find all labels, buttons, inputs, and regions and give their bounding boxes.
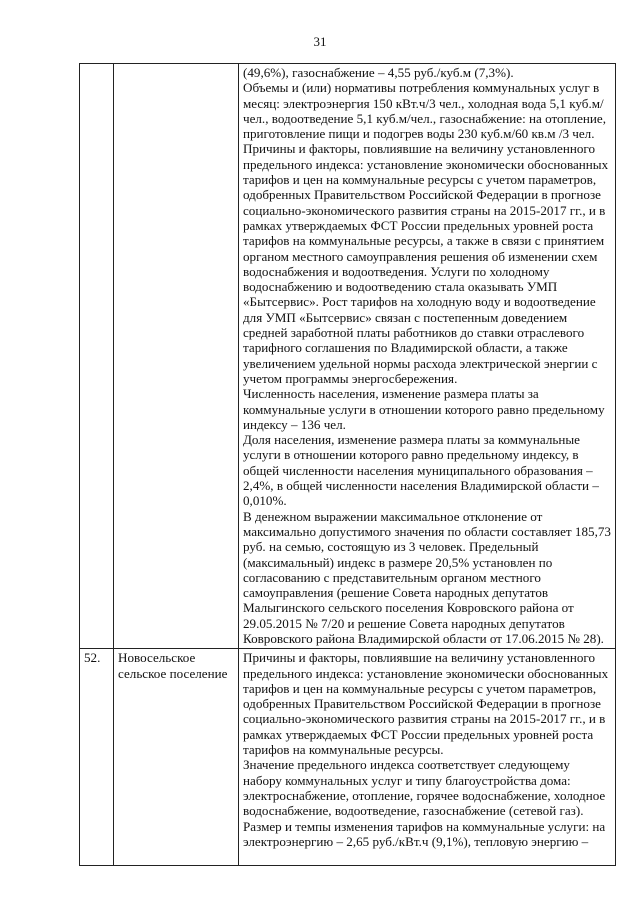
description-cell bbox=[239, 649, 616, 866]
table-row bbox=[80, 64, 616, 649]
paragraph: Объемы и (или) нормативы потребления коммунальных услуг в месяц: электроэнергия 150 кВт.ч/3 чел., холодная вода 5,1 куб.м/чел., водоотведение 5,1 куб.м/чел., газоснабжение: на отопление, приготовление пищи и подогрев воды 230 куб.м/60 кв.м /3 чел. bbox=[243, 80, 606, 142]
settlement-name-cell bbox=[114, 64, 239, 649]
paragraph: Размер и темпы изменения тарифов на коммунальные услуги: на электроэнергию – 2,65 руб./кВт.ч (9,1%), тепловую энергию – bbox=[243, 818, 606, 849]
paragraph: (49,6%), газоснабжение – 4,55 руб./куб.м (7,3%). bbox=[243, 65, 514, 80]
paragraph: Причины и факторы, повлиявшие на величину установленного предельного индекса: установление экономически обоснованных тарифов и цен на коммунальные ресурсы с учетом параметров, одобренных Правительством Российской Федерации в прогнозе социально-экономического развития страны на 2015-2017 гг., и в рамках утверждаемых ФСТ России предельных уровней роста тарифов на коммунальные ресурсы, а также в связи с принятием органом местного самоуправления решения об изменении схем водоснабжения и водоотведения. Услуги по холодному водоснабжению и водоотведению стала оказывать УМП «Бытсервис». Рост тарифов на холодную воду и водоотведение для УМП «Бытсервис» связан с постепенным доведением средней заработной платы работников до ставки отраслевого тарифного соглашения по Владимирской области, а также увеличением удельной нормы расхода электрической энергии с учетом программы энергосбережения. bbox=[243, 141, 609, 386]
settlements-table bbox=[79, 63, 616, 866]
paragraph: В денежном выражении максимальное отклонение от максимально допустимого значения по области составляет 185,73 руб. на семью, состоящую из 3 человек. Предельный (максимальный) индекс в размере 20,5% установлен по согласованию с представительным органом местного самоуправления (решение Совета народных депутатов Малыгинского сельского поселения Ковровского района от 29.05.2015 № 7/20 и решение Совета народных депутатов Ковровского района Владимирской области от 17.06.2015 № 28). bbox=[243, 508, 611, 646]
paragraph: Причины и факторы, повлиявшие на величину установленного предельного индекса: установление экономически обоснованных тарифов и цен на коммунальные ресурсы с учетом параметров, одобренных Правительством Российской Федерации в прогнозе социально-экономического развития страны на 2015-2017 гг., и в рамках утверждаемых ФСТ России предельных уровней роста тарифов на коммунальные ресурсы. bbox=[243, 650, 609, 758]
paragraph: Численность населения, изменение размера платы за коммунальные услуги в отношении которого равно предельному индексу – 136 чел. bbox=[243, 386, 605, 432]
description-cell bbox=[239, 64, 616, 649]
row-number-cell: 52. bbox=[80, 649, 114, 866]
settlement-name-cell: Новосельское сельское поселение bbox=[114, 649, 239, 866]
paragraph: Значение предельного индекса соответствует следующему набору коммунальных услуг и типу благоустройства дома: электроснабжение, отопление, горячее водоснабжение, холодное водоснабжение, водоотведение, газоснабжение (сетевой газ). bbox=[243, 757, 606, 819]
table-row bbox=[80, 649, 616, 866]
paragraph: Доля населения, изменение размера платы за коммунальные услуги в отношении которого равно предельному индексу, в общей численности населения муниципального образования – 2,4%, в общей численности населения Владимирской области – 0,010%. bbox=[243, 432, 599, 509]
row-number-cell bbox=[80, 64, 114, 649]
page-number: 31 bbox=[313, 34, 327, 49]
